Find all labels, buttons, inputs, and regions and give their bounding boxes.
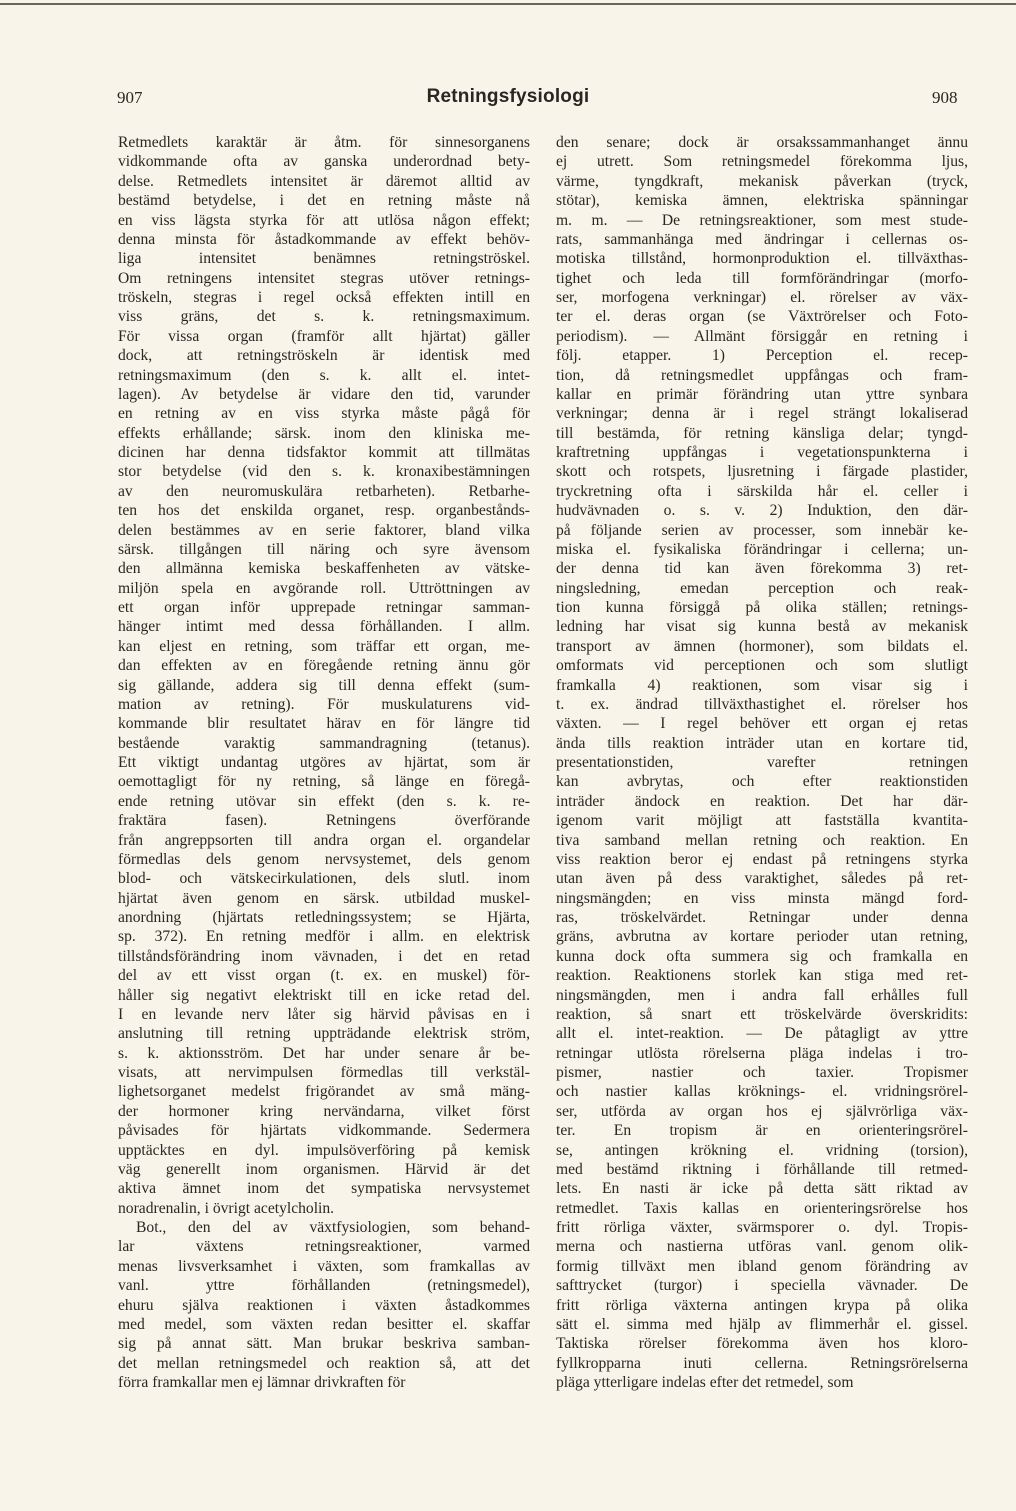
text-line: håller sig negativt elektriskt till en icke retad del. (118, 986, 530, 1004)
text-line: anordning (hjärtats retledningssystem; se Hjärta, (118, 909, 530, 926)
text-line: bestående varaktig sammandragning (tetanus). (118, 734, 530, 752)
text-line: merna och nastierna utföras vanl. genom olik- (556, 1238, 968, 1256)
text-line: miljön spela en avgörande roll. Uttröttningen av (118, 579, 530, 597)
text-line: formig tillväxt men ibland genom förändring av (556, 1257, 968, 1275)
text-line: reaktion, så snart ett tröskelvärde överskridits: (556, 1005, 968, 1023)
text-line: miska el. fysikaliska förändringar i cellerna; un- (556, 540, 968, 558)
text-line: tröskeln, stegras i regel också effekten intill en (118, 289, 530, 306)
text-line: effekts erhållande; särsk. inom den kliniska me- (118, 424, 530, 442)
text-line: menas livsverksamhet i växten, som framkallas av (118, 1257, 530, 1275)
text-line: fraktära fasen). Retningens överförande (118, 812, 530, 830)
text-line: upptäcktes en dyl. impulsöverföring på kemisk (118, 1141, 530, 1159)
text-line: visats, att nervimpulsen förmedlas till verkstäl- (118, 1064, 530, 1081)
text-line: m. m. — De retningsreaktioner, som mest stude- (556, 211, 968, 229)
text-line: delse. Retmedlets intensitet är däremot alltid av (118, 172, 530, 190)
text-line: till bestämda, för retning känsliga delar; tyngd- (556, 424, 968, 442)
text-line: gräns, avbrutna av kortare perioder utan retning, (556, 928, 968, 946)
text-line: periodism). — Allmänt försiggår en retning i (556, 327, 968, 345)
text-line: framkalla 4) reaktionen, som visar sig i (556, 676, 968, 694)
text-line: ter el. deras organ (se Växtrörelser och Foto- (556, 308, 968, 326)
text-line: på följande serien av processer, som innebär ke- (556, 521, 968, 539)
text-line: transport av ämnen (hormoner), som bildats el. (556, 637, 968, 655)
text-line: ningsledning, emedan perception och reak- (556, 579, 968, 597)
text-line: der hormoner kring nervändarna, vilket först (118, 1102, 530, 1120)
text-line: dan effekten av en föregående retning ännu gör (118, 657, 530, 675)
text-line: vidkommande ofta av ganska underordnad bety- (118, 153, 530, 171)
text-line: ende retning utövar sin effekt (den s. k. re- (118, 792, 530, 810)
text-line: Retmedlets karaktär är åtm. för sinnesorganens (118, 134, 530, 151)
text-line: t. ex. ändrad tillväxthastighet el. rörelser hos (556, 695, 968, 713)
text-line: För vissa organ (framför allt hjärtat) gäller (118, 327, 530, 345)
text-line: ej utrett. Som retningsmedel förekomma ljus, (556, 153, 968, 171)
text-line: tryckretning ofta i särskilda hår el. celler i (556, 482, 968, 500)
text-line: rats, sammanhänga med ändringar i cellernas os- (556, 230, 968, 248)
text-line: och nastier kallas kröknings- el. vridningsrörel- (556, 1083, 968, 1101)
text-line: reaktion. Reaktionens storlek kan stiga med ret- (556, 967, 968, 985)
text-line: den senare; dock är orsakssammanhanget ännu (556, 134, 968, 151)
text-line: påvisades för hjärtats vidkommande. Sedermera (118, 1122, 530, 1140)
text-line: verkningar; denna är i regel strängt lokaliserad (556, 405, 968, 423)
text-line: tighet och leda till formförändringar (morfo- (556, 269, 968, 287)
text-line: växten. — I regel behöver ett organ ej retas (556, 715, 968, 733)
text-line: der denna tid kan även förekomma 3) ret- (556, 560, 968, 578)
text-line: tiva samband mellan retning och reaktion. En (556, 831, 968, 849)
text-line: stor betydelse (vid den s. k. kronaxibestämningen (118, 463, 530, 481)
text-line: retmedlet. Taxis kallas en orienteringsrörelse hos (556, 1199, 968, 1217)
text-line: viss reaktion beror ej endast på retningens styrka (556, 850, 968, 868)
text-line: blod- och vätskecirkulationen, dels slutl. inom (118, 870, 530, 888)
text-line: inträder ändock en reaktion. Det har där- (556, 792, 968, 810)
text-line: aktiva ämnet inom det sympatiska nervsystemet (118, 1180, 530, 1198)
text-line: kan eljest en retning, som träffar ett organ, me- (118, 637, 530, 655)
text-line: med bestämd riktning i förhållande till retmed- (556, 1160, 968, 1178)
text-line: fritt rörliga växter, svärmsporer o. dyl. Tropis- (556, 1219, 968, 1236)
text-line: sig på annat sätt. Man brukar beskriva samban- (118, 1335, 530, 1353)
text-line: en viss lägsta styrka för att utlösa någon effekt; (118, 211, 530, 229)
text-line: ehuru själva reaktionen i växten åstadkommes (118, 1296, 530, 1314)
text-line: ledning har visat sig kunna bestå av mekanisk (556, 618, 968, 636)
text-line: safttrycket (turgor) i speciella vävnader. De (556, 1277, 968, 1295)
page-header (0, 88, 1016, 114)
text-line: ningsmängden, men i andra fall erhålles full (556, 986, 968, 1004)
text-line: vanl. yttre förhållanden (retningsmedel), (118, 1277, 530, 1295)
text-line: presentationstiden, varefter retningen (556, 754, 968, 771)
text-line: ända tills reaktion inträder utan en kortare tid, (556, 734, 968, 752)
text-line: ningsmängden; en viss minsta mängd ford- (556, 889, 968, 907)
text-line: liga intensitet benämnes retningströskel. (118, 250, 530, 268)
text-line: delen bestämmes av en serie faktorer, bland vilka (118, 521, 530, 539)
text-line: se, antingen krökning el. vridning (torsion), (556, 1141, 968, 1159)
text-line: hudvävnaden o. s. v. 2) Induktion, den där- (556, 502, 968, 520)
text-line: kraftretning uppfångas i vegetationspunkterna i (556, 444, 968, 461)
text-line: kan avbrytas, och efter reaktionstiden (556, 773, 968, 791)
text-line: s. k. aktionsström. Det har under senare år be- (118, 1044, 530, 1062)
text-line: hjärtat även genom en särsk. utbildad muskel- (118, 889, 530, 907)
text-line: fyllkropparna inuti cellerna. Retningsrörelserna (556, 1354, 968, 1372)
text-line: ett organ inför upprepade retningar samman- (118, 599, 530, 616)
text-line: tion, då retningsmedlet uppfångas och fram- (556, 366, 968, 384)
text-line: följ. etapper. 1) Perception el. recep- (556, 347, 968, 365)
text-line: hänger intimt med dessa förhållanden. I allm. (118, 618, 530, 636)
text-line: denna minsta för åstadkommande av effekt behöv- (118, 230, 530, 248)
text-line: lar växtens retningsreaktioner, varmed (118, 1238, 530, 1256)
text-line: pismer, nastier och taxier. Tropismer (556, 1064, 968, 1081)
text-line: Ett viktigt undantag utgöres av hjärtat, som är (118, 754, 530, 771)
text-line: pläga ytterligare indelas efter det retmedel, som (556, 1374, 854, 1391)
text-line: igenom varit möjligt att fastställa kvantita- (556, 812, 968, 830)
text-line: från angreppsorten till andra organ el. organdelar (118, 831, 530, 849)
text-line: Taktiska rörelser förekomma även hos kloro- (556, 1335, 968, 1353)
text-line: ser, utförda av organ hos ej självrörliga väx- (556, 1102, 968, 1120)
text-line: det mellan retningsmedel och reaktion så, att det (118, 1354, 530, 1372)
text-line: lagen). Av betydelse är vidare den tid, varunder (118, 385, 530, 403)
text-line: sig gällande, addera sig till denna effekt (sum- (118, 676, 530, 694)
text-line: noradrenalin, i övrigt acetylcholin. (118, 1199, 335, 1217)
text-line: kunna dock ofta summera sig och framkalla en (556, 947, 968, 965)
text-line: dock, att retningströskeln är identisk med (118, 347, 530, 365)
text-line: I en levande nerv låter sig härvid påvisas en i (118, 1005, 530, 1023)
text-line: ter. En tropism är en orienteringsrörel- (556, 1122, 968, 1140)
text-line: lets. En nasti är icke på detta sätt riktad av (556, 1180, 968, 1198)
text-line: särsk. tillgången till näring och syre ävensom (118, 540, 530, 558)
text-line: fritt rörliga växterna antingen krypa på olika (556, 1296, 968, 1314)
text-line: del av ett visst organ (t. ex. en muskel) för- (118, 967, 530, 985)
text-line: den allmänna kemiska beskaffenheten av vätske- (118, 560, 530, 578)
text-line: stötar), kemiska ämnen, elektriska spänningar (556, 192, 968, 210)
text-line: tillståndsförändring inom vävnaden, i det en retad (118, 947, 530, 965)
text-line: omformats vid perceptionen och som slutligt (556, 657, 968, 675)
text-line: viss gräns, det s. k. retningsmaximum. (118, 308, 530, 326)
text-line: förmedlas dels genom nervsystemet, dels genom (118, 850, 530, 868)
text-line: allt el. intet-reaktion. — De påtagligt av yttre (556, 1025, 968, 1043)
text-line: med medel, som växten redan besitter el. skaffar (118, 1315, 530, 1333)
text-line: mation av retning). För muskulaturens vid- (118, 695, 530, 713)
text-line: kallar en primär förändring utan yttre synbara (556, 385, 968, 403)
text-line: retningsmaximum (den s. k. allt el. intet- (118, 366, 530, 384)
text-line: förra framkallar men ej lämnar drivkraften för (118, 1374, 406, 1391)
text-line: motiska tillstånd, hormonproduktion el. tillväxthas- (556, 250, 968, 268)
text-line: sp. 372). En retning medför i allm. en elektrisk (118, 928, 530, 946)
text-line: av den neuromuskulära retbarheten). Retbarhe- (118, 482, 530, 500)
text-line: ser, morfogena verkningar) el. rörelser av väx- (556, 289, 968, 306)
text-line: ten hos det enskilda organet, resp. organbestånds- (118, 502, 530, 520)
text-line: Bot., den del av växtfysiologien, som behand- (136, 1219, 530, 1236)
page-number-right: 908 (932, 88, 958, 107)
text-line: skott och rotspets, ljusretning i färgade plastider, (556, 463, 968, 481)
text-line: värme, tyngdkraft, mekanisk påverkan (tryck, (556, 172, 968, 190)
text-line: utan även på dess varaktighet, således på ret- (556, 870, 968, 888)
text-line: retningar utlösta rörelserna pläga indelas i tro- (556, 1044, 968, 1062)
text-line: kommande blir resultatet härav en för längre tid (118, 715, 530, 733)
text-line: ras, tröskelvärdet. Retningar under denna (556, 909, 968, 926)
text-line: lighetsorganet medelst frigörandet av små mäng- (118, 1083, 530, 1101)
text-line: anslutning till retning uppträdande elektrisk ström, (118, 1025, 530, 1043)
right-text-column (556, 133, 968, 1392)
page-number-left: 907 (117, 88, 143, 107)
text-line: bestämd betydelse, i det en retning måste nå (118, 192, 530, 210)
text-line: sätt el. simma med hjälp av flimmerhår el. gissel. (556, 1315, 968, 1333)
top-rule (0, 3, 1016, 5)
text-line: väg generellt inom organismen. Härvid är det (118, 1160, 530, 1178)
text-line: en retning av en viss styrka måste pågå för (118, 405, 530, 423)
text-line: dicinen har denna tidsfaktor kommit att tillmätas (118, 444, 530, 461)
left-text-column (118, 133, 530, 1392)
text-line: tion kunna försiggå på olika ställen; retnings- (556, 599, 968, 616)
running-title: Retningsfysiologi (426, 86, 590, 107)
text-line: Om retningens intensitet stegras utöver retnings- (118, 269, 530, 287)
text-line: oemottagligt för ny retning, så länge en föregå- (118, 773, 530, 791)
